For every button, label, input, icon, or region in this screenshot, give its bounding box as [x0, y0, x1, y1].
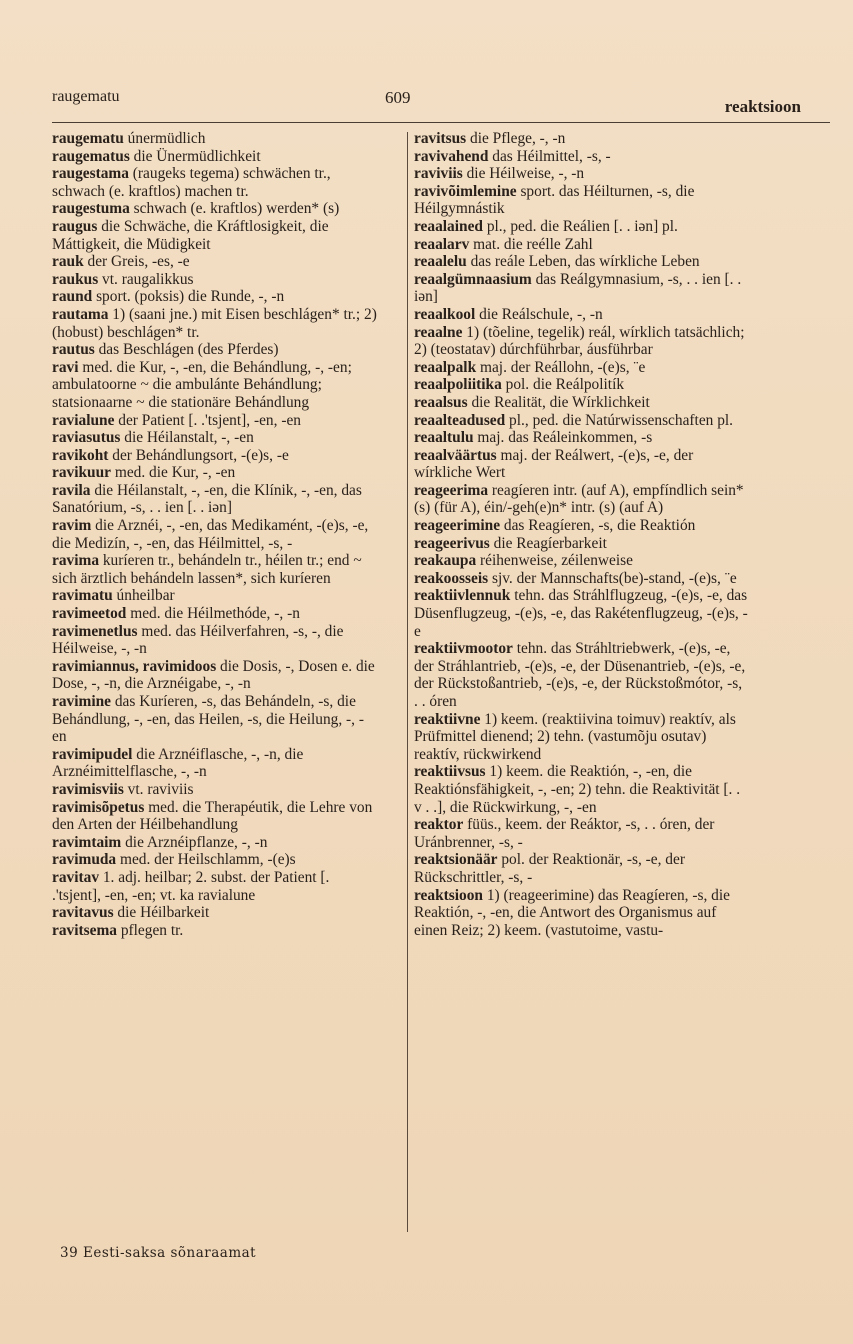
- printer-signature: 39 Eesti-saksa sõnaraamat: [60, 1245, 257, 1261]
- dictionary-entry: [52, 218, 378, 253]
- definition: pol. der Reaktionär, -s, -e, der Rückschrittler, -s, -: [414, 851, 685, 886]
- headword: ravimtaim: [52, 833, 122, 851]
- definition: med. der Heilschlamm, -(e)s: [116, 851, 296, 869]
- definition: únermüdlich: [123, 130, 206, 147]
- definition: med. die Therapéutik, die Lehre von den Arten der Héilbehandlung: [52, 798, 373, 834]
- definition: die Pflege, -, -n: [466, 130, 566, 147]
- dictionary-entry: [414, 376, 748, 394]
- definition: réihenweise, zéilenweise: [476, 552, 633, 570]
- headword: reaalpoliitika: [414, 376, 502, 394]
- headword: reakaupa: [414, 552, 477, 570]
- definition: das Kuríeren, -s, das Behándeln, -s, die Behándlung, -, -en, das Heilen, -s, die Heilung, -, -en: [52, 693, 365, 746]
- definition: die Héilanstalt, -, -en, die Klínik, -, -en, das Sanatórium, -s, . . ien [. . iən]: [52, 481, 362, 517]
- definition: die Dosis, -, Dosen e. die Dose, -, -n, die Arznéigabe, -, -n: [52, 657, 375, 693]
- dictionary-entry: [52, 922, 378, 940]
- dictionary-entry: [414, 130, 748, 148]
- definition: 1) (saani jne.) mit Eisen beschlágen* tr.; 2) (hobust) beschlágen* tr.: [52, 305, 377, 341]
- dictionary-entry: [414, 306, 748, 324]
- definition: tehn. das Stráhlflugzeug, -(e)s, -e, das Düsenflugzeug, -(e)s, -e, das Rakétenflugzeug, -(e)s, -e: [414, 587, 748, 640]
- headword: raugematus: [52, 147, 130, 165]
- headword: raugematu: [52, 130, 124, 147]
- headword: ravivõimlemine: [414, 182, 517, 200]
- dictionary-entry: [52, 447, 378, 465]
- dictionary-entry: [52, 552, 378, 587]
- dictionary-entry: [414, 816, 748, 851]
- dictionary-entry: [52, 341, 378, 359]
- headword: reaalarv: [414, 235, 470, 253]
- dictionary-entry: [414, 587, 748, 640]
- headword: ravivahend: [414, 147, 489, 165]
- dictionary-entry: [414, 218, 748, 236]
- headword: reaalpalk: [414, 358, 477, 376]
- headword: ravitsus: [414, 130, 467, 147]
- headword: reakoosseis: [414, 569, 489, 587]
- headword: ravima: [52, 552, 100, 570]
- headword: raviviis: [414, 165, 463, 183]
- dictionary-entry: [414, 763, 748, 816]
- dictionary-entry: [414, 324, 748, 359]
- dictionary-entry: [52, 359, 378, 412]
- definition: schwach (e. kraftlos) werden* (s): [129, 200, 340, 218]
- dictionary-entry: [52, 429, 378, 447]
- headword: ravikuur: [52, 464, 112, 482]
- dictionary-entry: [414, 535, 748, 553]
- headword: reaalväärtus: [414, 446, 497, 464]
- headword: ravikoht: [52, 446, 109, 464]
- dictionary-entry: [52, 781, 378, 799]
- definition: sjv. der Mannschafts(be)-stand, -(e)s, ¨e: [488, 569, 737, 587]
- headword: raugestama: [52, 165, 129, 183]
- dictionary-entry: [52, 623, 378, 658]
- dictionary-entry: [414, 482, 748, 517]
- dictionary-entry: [414, 711, 748, 764]
- dictionary-entry: [52, 587, 378, 605]
- headword: rauk: [52, 253, 84, 271]
- definition: die Schwäche, die Kráftlosigkeit, die Máttigkeit, die Müdigkeit: [52, 217, 329, 253]
- definition: die Héilweise, -, -n: [462, 165, 585, 183]
- dictionary-entry: [414, 552, 748, 570]
- right-guide-word: reaktsioon: [724, 97, 801, 116]
- definition: sport. (poksis) die Runde, -, -n: [92, 288, 285, 306]
- headword: ravimatu: [52, 587, 113, 605]
- dictionary-entry: [52, 746, 378, 781]
- headword: raviasutus: [52, 429, 121, 447]
- dictionary-entry: [414, 148, 748, 166]
- dictionary-entry: [52, 148, 378, 166]
- definition: 1) (reageerimine) das Reagíeren, -s, die Reaktión, -, -en, die Antwort des Organismus auf einen Reiz; 2) keem. (vastutoime, vastu-: [414, 886, 730, 939]
- left-guide-word: raugematu: [52, 88, 120, 105]
- headword: reaktor: [414, 816, 464, 834]
- definition: tehn. das Stráhltriebwerk, -(e)s, -e, der Stráhlantrieb, -(e)s, -e, der Düsenantrieb, -(e)s, -e, der Rückstoßantrieb, -(e)s, -e, der Rückstoßmótor, -s, . . óren: [414, 640, 746, 710]
- definition: reagíeren intr. (auf A), empfíndlich sein* (s) (für A), éin/-geh(e)n* intr. (s) (auf A): [414, 481, 744, 517]
- definition: das Reagíeren, -s, die Reaktión: [500, 517, 696, 535]
- definition: maj. der Reálwert, -(e)s, -e, der wírkliche Wert: [414, 446, 694, 482]
- definition: med. das Héilverfahren, -s, -, die Héilweise, -, -n: [52, 622, 344, 658]
- dictionary-entry: [52, 306, 378, 341]
- definition: das Héilmittel, -s, -: [488, 147, 611, 165]
- dictionary-entry: [52, 851, 378, 869]
- dictionary-entry: [52, 869, 378, 904]
- definition: die Arznéiflasche, -, -n, die Arznéimittelflasche, -, -n: [52, 745, 304, 781]
- definition: die Héilanstalt, -, -en: [120, 429, 254, 447]
- headword: reageerivus: [414, 534, 490, 552]
- definition: das Reálgymnasium, -s, . . ien [. . iən]: [414, 270, 742, 306]
- headword: ravimine: [52, 693, 111, 710]
- dictionary-entry: [414, 165, 748, 183]
- headword: ravitav: [52, 868, 100, 886]
- headword: reaktiivsus: [414, 763, 486, 781]
- definition: (raugeks tegema) schwächen tr., schwach (e. kraftlos) machen tr.: [52, 165, 331, 200]
- dictionary-entry: [52, 799, 378, 834]
- headword: reaalteadused: [414, 411, 506, 429]
- dictionary-entry: [414, 253, 748, 271]
- dictionary-entry: [52, 271, 378, 289]
- dictionary-entry: [52, 253, 378, 271]
- definition: 1) keem. (reaktiivina toimuv) reaktív, als Prüfmittel dienend; 2) tehn. (vastumõju osutav) reaktív, rückwirkend: [414, 710, 736, 763]
- headword: reaalgümnaasium: [414, 270, 532, 288]
- definition: die Ünermüdlichkeit: [129, 147, 261, 165]
- dictionary-entry: [414, 887, 748, 940]
- definition: pl., ped. die Natúrwissenschaften pl.: [505, 411, 734, 429]
- headword: reaalne: [414, 323, 463, 341]
- left-column: [52, 130, 378, 939]
- definition: die Héilbarkeit: [113, 904, 210, 922]
- definition: füüs., keem. der Reáktor, -s, . . óren, der Uránbrenner, -s, -: [414, 816, 715, 851]
- definition: das reále Leben, das wírkliche Leben: [466, 253, 700, 271]
- definition: 1) keem. die Reaktión, -, -en, die Reaktiónsfähigkeit, -, -en; 2) tehn. die Reaktivität [. . v . .], die Rückwirkung, -, -en: [414, 763, 741, 816]
- headword: ravi: [52, 358, 79, 376]
- dictionary-entry: [414, 394, 748, 412]
- definition: maj. das Reáleinkommen, -s: [473, 429, 653, 447]
- dictionary-entry: [414, 640, 748, 710]
- definition: die Reagíerbarkeit: [489, 534, 607, 552]
- dictionary-entry: [52, 658, 378, 693]
- dictionary-entry: [52, 482, 378, 517]
- headword: reaalained: [414, 217, 483, 235]
- headword: ravitsema: [52, 921, 117, 939]
- dictionary-entry: [414, 236, 748, 254]
- dictionary-entry: [52, 412, 378, 430]
- headword: rautama: [52, 305, 109, 323]
- dictionary-entry: [52, 464, 378, 482]
- dictionary-entry: [52, 130, 378, 148]
- headword: reageerimine: [414, 517, 501, 535]
- headword: reaaltulu: [414, 429, 474, 447]
- dictionary-entry: [52, 834, 378, 852]
- definition: mat. die reélle Zahl: [469, 235, 593, 253]
- definition: der Behándlungsort, -(e)s, -e: [108, 446, 289, 464]
- definition: die Arznéipflanze, -, -n: [121, 833, 268, 851]
- headword: ravimiannus, ravimidoos: [52, 657, 217, 675]
- definition: med. die Kur, -, -en, die Behándlung, -, -en; ambulatoorne ~ die ambulánte Behándlung; statsionaarne ~ die stationäre Behándlung: [52, 358, 352, 411]
- definition: med. die Héilmethóde, -, -n: [126, 605, 300, 623]
- dictionary-entry: [52, 517, 378, 552]
- headword: raukus: [52, 270, 99, 288]
- dictionary-entry: [414, 517, 748, 535]
- headword: reageerima: [414, 481, 489, 499]
- dictionary-entry: [414, 359, 748, 377]
- right-column: [414, 130, 748, 939]
- headword: reaktiivne: [414, 710, 481, 728]
- dictionary-entry: [414, 447, 748, 482]
- dictionary-entry: [414, 429, 748, 447]
- headword: reaalsus: [414, 393, 468, 411]
- definition: sport. das Héilturnen, -s, die Héilgymnástik: [414, 182, 695, 218]
- headword: ravimipudel: [52, 745, 133, 763]
- dictionary-entry: [52, 200, 378, 218]
- definition: 1. adj. heilbar; 2. subst. der Patient [. .'tsjent], -en, -en; vt. ka ravialune: [52, 868, 330, 904]
- definition: pol. die Reálpolitík: [501, 376, 625, 394]
- definition: únheilbar: [112, 587, 175, 605]
- headword: raugus: [52, 217, 98, 235]
- definition: die Arznéi, -, -en, das Medikamént, -(e)s, -e, die Medizín, -, -en, das Héilmittel, -s, -: [52, 517, 369, 552]
- definition: das Beschlágen (des Pferdes): [94, 341, 279, 359]
- headword: ravim: [52, 517, 92, 535]
- dictionary-entry: [414, 183, 748, 218]
- headword: raund: [52, 288, 93, 306]
- dictionary-entry: [52, 904, 378, 922]
- headword: ravialune: [52, 411, 115, 429]
- dictionary-entry: [52, 288, 378, 306]
- column-divider: [407, 132, 408, 1232]
- headword: ravimisõpetus: [52, 798, 145, 816]
- definition: pl., ped. die Reálien [. . iən] pl.: [482, 217, 678, 235]
- dictionary-entry: [52, 605, 378, 623]
- definition: der Greis, -es, -e: [83, 253, 190, 271]
- definition: pflegen tr.: [116, 921, 184, 939]
- headword: ravimeetod: [52, 605, 127, 623]
- headword: ravitavus: [52, 904, 114, 922]
- headword: reaktsioon: [414, 886, 483, 904]
- headword: ravimisviis: [52, 780, 124, 798]
- definition: vt. raviviis: [123, 780, 194, 798]
- headword: rautus: [52, 341, 95, 359]
- headword: ravila: [52, 481, 91, 499]
- definition: 1) (tõeline, tegelik) reál, wírklich tatsächlich; 2) (teostatav) dúrchführbar, áusführbar: [414, 323, 745, 359]
- headword: reaktsionäär: [414, 851, 498, 869]
- definition: vt. raugalikkus: [98, 270, 194, 288]
- headword: ravimuda: [52, 851, 117, 869]
- headword: raugestuma: [52, 200, 130, 218]
- definition: die Reálschule, -, -n: [475, 305, 603, 323]
- header-rule: [52, 122, 830, 123]
- headword: reaalelu: [414, 253, 467, 271]
- headword: ravimenetlus: [52, 622, 138, 640]
- dictionary-entry: [414, 271, 748, 306]
- headword: reaktiivmootor: [414, 640, 513, 658]
- dictionary-entry: [414, 851, 748, 886]
- dictionary-entry: [414, 412, 748, 430]
- definition: kuríeren tr., behándeln tr., héilen tr.; end ~ sich ärztlich behándeln lassen*, sich kuríeren: [52, 552, 362, 587]
- definition: maj. der Reállohn, -(e)s, ¨e: [476, 358, 646, 376]
- definition: med. die Kur, -, -en: [111, 464, 236, 482]
- headword: reaalkool: [414, 305, 476, 323]
- definition: der Patient [. .'tsjent], -en, -en: [114, 411, 301, 429]
- dictionary-entry: [52, 165, 378, 200]
- dictionary-entry: [414, 570, 748, 588]
- definition: die Realität, die Wírklichkeit: [467, 393, 650, 411]
- page-number: 609: [385, 88, 411, 107]
- headword: reaktiivlennuk: [414, 587, 511, 605]
- dictionary-entry: [52, 693, 378, 746]
